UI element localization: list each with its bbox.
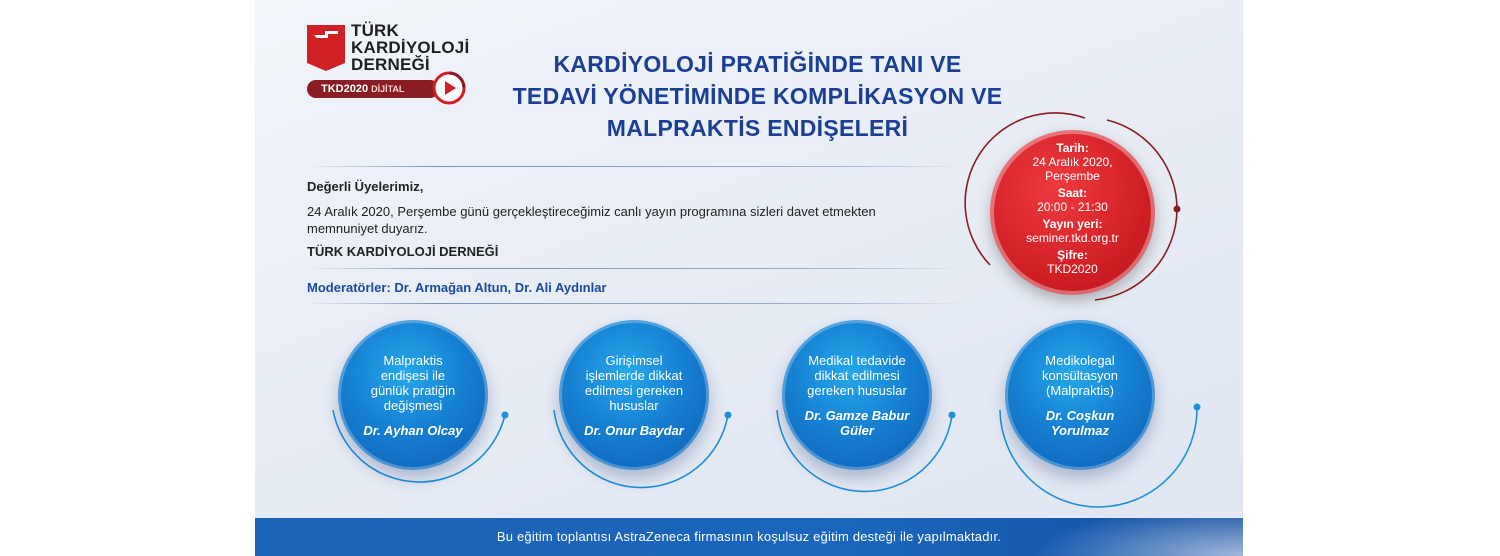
time-value: 20:00 - 21:30 <box>1037 200 1108 214</box>
topic-line: gereken hususlar <box>807 382 907 398</box>
time-label: Saat: <box>1057 186 1088 200</box>
topic-line: hususlar <box>609 397 659 413</box>
topic-line: dikkat edilmesi <box>814 367 900 383</box>
topic-line: değişmesi <box>383 397 443 413</box>
talk-speaker: Dr. Coşkun Yorulmaz <box>1045 407 1115 438</box>
divider-top <box>305 166 965 167</box>
event-info-circle <box>990 130 1155 295</box>
association-signature: TÜRK KARDİYOLOJİ DERNEĞİ <box>307 244 499 259</box>
topic-line: işlemlerde dikkat <box>585 367 683 383</box>
topic-line: Medikolegal <box>1045 352 1115 368</box>
topic-line: Malpraktis <box>383 352 443 368</box>
greeting: Değerli Üyelerimiz, <box>307 179 424 194</box>
talk-speaker: Dr. Onur Baydar <box>584 422 684 438</box>
talk-topic <box>371 353 456 413</box>
event-banner <box>255 0 1243 556</box>
play-icon <box>431 70 467 106</box>
tkd-logo <box>307 22 477 108</box>
tkd2020-badge <box>307 80 439 98</box>
invitation-text <box>307 203 967 237</box>
topic-line: endişesi ile <box>380 367 446 383</box>
date-line-1: 24 Aralık 2020, <box>1032 155 1113 169</box>
talk-topic <box>807 353 907 398</box>
talk-speaker: Dr. Ayhan Olcay <box>363 422 463 438</box>
event-title <box>465 48 1050 144</box>
logo-line-2: KARDİYOLOJİ <box>351 38 470 57</box>
password-value: TKD2020 <box>1047 262 1098 276</box>
venue-label: Yayın yeri: <box>1042 217 1103 231</box>
divider-middle <box>305 268 965 269</box>
logo-wordmark <box>351 22 469 73</box>
sponsor-footer: Bu eğitim toplantısı AstraZeneca firmasının koşulsuz eğitim desteği ile yapılmaktadır. <box>255 518 1243 556</box>
logo-line-3: DERNEĞİ <box>351 55 430 74</box>
talk-topic <box>1042 353 1118 398</box>
title-line-2: TEDAVİ YÖNETİMİNDE KOMPLİKASYON VE <box>512 83 1003 109</box>
divider-bottom <box>305 303 965 304</box>
topic-line: konsültasyon <box>1042 367 1118 383</box>
title-line-1: KARDİYOLOJİ PRATİĞİNDE TANI VE <box>553 51 962 77</box>
heart-flag-icon <box>307 25 345 71</box>
venue-value: seminer.tkd.org.tr <box>1026 231 1119 245</box>
invitation-line-2: memnuniyet duyarız. <box>307 221 428 236</box>
moderators: Moderatörler: Dr. Armağan Altun, Dr. Ali Aydınlar <box>307 280 607 295</box>
topic-line: Medikal tedavide <box>808 352 906 368</box>
topic-line: edilmesi gereken <box>584 382 684 398</box>
title-line-3: MALPRAKTİS ENDİŞELERİ <box>606 115 909 141</box>
talk-bubble-4 <box>1005 320 1155 470</box>
password-label: Şifre: <box>1057 248 1088 262</box>
topic-line: Girişimsel <box>605 352 663 368</box>
date-line-2: Perşembe <box>1045 169 1100 183</box>
badge-sub: DİJİTAL <box>371 84 405 94</box>
talk-bubble-1 <box>338 320 488 470</box>
badge-main: TKD2020 <box>321 83 369 95</box>
logo-line-1: TÜRK <box>351 21 400 40</box>
talk-bubble-2 <box>559 320 709 470</box>
footer-gloss <box>1033 505 1243 556</box>
date-label: Tarih: <box>1056 141 1089 155</box>
topic-line: (Malpraktis) <box>1046 382 1114 398</box>
topic-line: günlük pratiğin <box>370 382 456 398</box>
talk-speaker: Dr. Gamze Babur Güler <box>804 407 910 438</box>
talk-topic <box>585 353 683 413</box>
talk-bubble-3 <box>782 320 932 470</box>
invitation-line-1: 24 Aralık 2020, Perşembe günü gerçekleştireceğimiz canlı yayın programına sizleri davet etmekten <box>307 204 876 219</box>
